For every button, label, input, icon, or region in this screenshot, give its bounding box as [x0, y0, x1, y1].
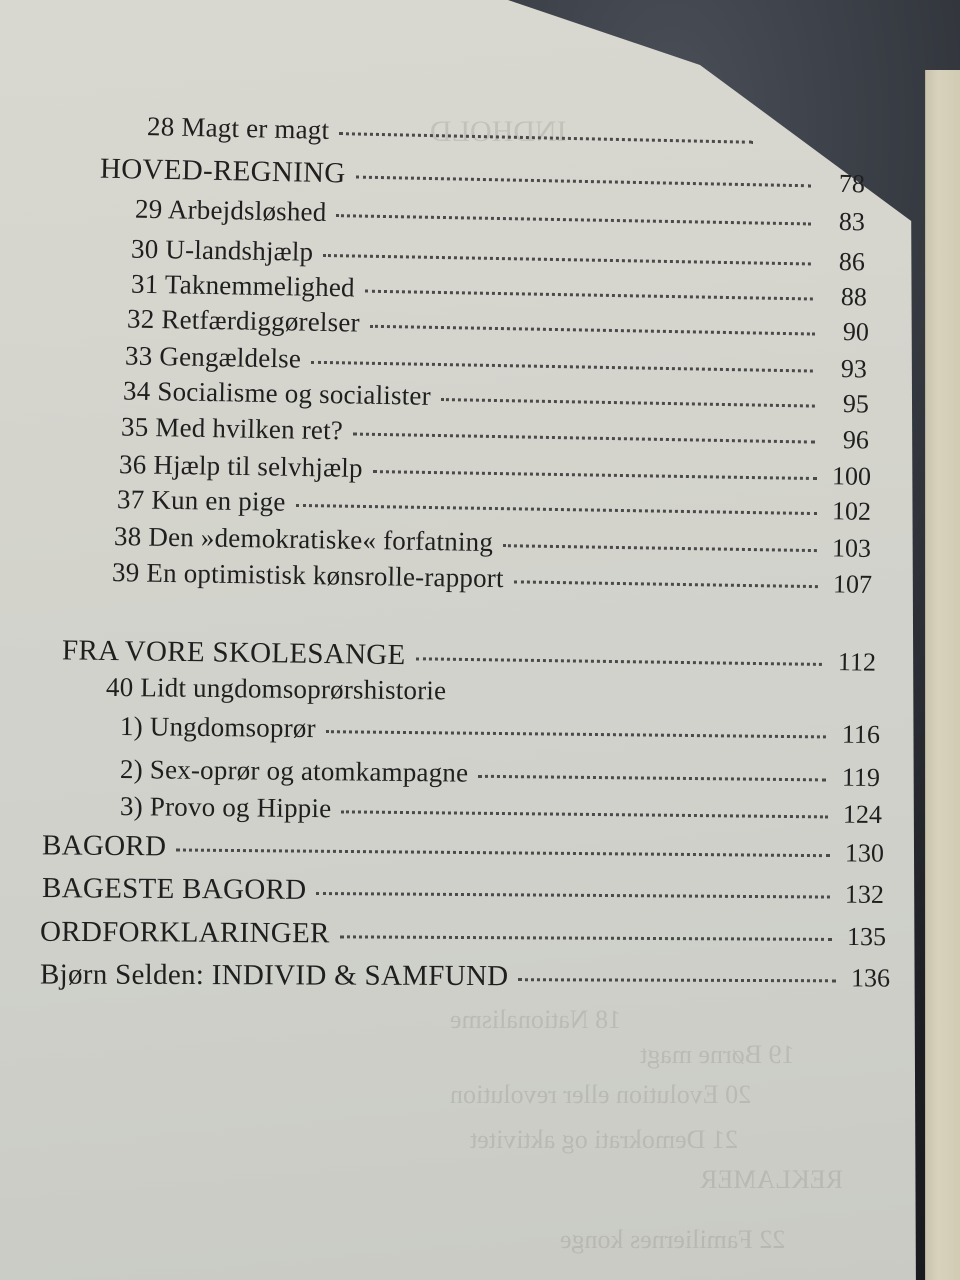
toc-section-title: FRA VORE SKOLESANGE: [61, 634, 406, 672]
toc-entry-title: 1) Ungdomsoprør: [119, 711, 316, 744]
toc-entry[interactable]: [117, 484, 871, 527]
toc-entry-page: 107: [832, 569, 873, 599]
toc-entry-title: 34 Socialisme og socialister: [122, 375, 432, 411]
toc-entry-title: 36 Hjælp til selvhjælp: [118, 449, 363, 483]
toc-entry-title: 38 Den »demokratiske« forfatning: [113, 521, 494, 558]
dot-leader: [514, 580, 818, 588]
toc-entry-page: 119: [841, 762, 881, 792]
toc-entry-page: 132: [844, 879, 885, 909]
dot-leader: [441, 398, 815, 408]
dot-leader: [316, 892, 830, 899]
toc-entry[interactable]: [112, 557, 872, 600]
toc-entry-title: 2) Sex-oprør og atomkampagne: [119, 754, 469, 788]
dot-leader: [373, 470, 817, 480]
toc-entry[interactable]: [114, 521, 871, 564]
dot-leader: [340, 935, 832, 941]
toc-entry-page: 103: [831, 533, 872, 563]
toc-entry-page: 88: [840, 281, 868, 312]
dot-leader: [370, 325, 815, 336]
toc-entry-title: 28 Magt er magt: [146, 111, 330, 145]
dot-leader: [478, 775, 826, 782]
toc-section-title: BAGORD: [41, 829, 167, 863]
toc-entry-page: 90: [842, 317, 870, 347]
toc-entry-title: 35 Med hvilken ret?: [120, 411, 344, 446]
toc-entry-page: 96: [842, 425, 870, 455]
toc-entry-page: 95: [842, 389, 870, 419]
toc-entry[interactable]: [135, 194, 865, 238]
toc-section[interactable]: [40, 959, 890, 995]
dot-leader: [341, 810, 828, 818]
toc-entry-page: [763, 148, 807, 149]
toc-entry-page: 78: [838, 168, 866, 199]
toc-entry-title: 32 Retfærdiggørelser: [126, 303, 360, 338]
toc-section-title: HOVED-REGNING: [99, 152, 346, 190]
dot-leader: [176, 848, 830, 857]
toc-entry-page: 136: [850, 963, 891, 993]
toc-entry-title: 37 Kun en pige: [116, 484, 286, 517]
dot-leader: [323, 254, 811, 266]
toc-entry-page: 135: [846, 922, 887, 952]
toc-entry-title: 33 Gengældelse: [124, 340, 302, 374]
toc-entry-title: 30 U-landshjælp: [130, 233, 314, 267]
toc-entry-page: 93: [840, 354, 868, 384]
toc-entry-page: 86: [838, 246, 866, 277]
toc-section[interactable]: [42, 829, 884, 869]
toc-entry-page: 116: [841, 719, 881, 749]
toc-entry-title: 3) Provo og Hippie: [119, 791, 332, 824]
dot-leader: [355, 176, 810, 188]
dot-leader: [339, 132, 753, 144]
toc-entry[interactable]: [121, 411, 869, 455]
toc-entry-title: 31 Taknemmelighed: [130, 268, 356, 303]
toc-section-title: Bjørn Selden: INDIVID & SAMFUND: [39, 958, 509, 993]
toc-subentry[interactable]: [120, 791, 882, 830]
toc-entry-page: 124: [842, 799, 883, 829]
toc-section[interactable]: [100, 153, 865, 201]
toc-section[interactable]: [40, 916, 886, 953]
dot-leader: [353, 433, 815, 444]
dot-leader: [503, 544, 817, 552]
toc-subentry[interactable]: [120, 711, 880, 750]
dot-leader: [336, 214, 811, 225]
toc-entry[interactable]: [106, 672, 706, 709]
toc-subentry[interactable]: [120, 754, 880, 793]
toc-entry-page: 102: [831, 496, 872, 526]
toc-entry-title: 40 Lidt ungdomsoprørshistorie: [105, 671, 447, 706]
dot-leader: [365, 290, 813, 301]
dot-leader: [311, 361, 813, 373]
dot-leader: [326, 730, 826, 738]
toc-entry[interactable]: [147, 111, 808, 156]
dot-leader: [295, 504, 816, 515]
toc-section-title: ORDFORKLARINGER: [39, 915, 330, 950]
toc-entry-page: 83: [838, 206, 866, 237]
toc-entry-title: 29 Arbejdsløshed: [134, 193, 327, 227]
dot-leader: [518, 978, 836, 982]
toc-entry-page: 100: [831, 461, 872, 491]
toc-entry-page: 130: [844, 838, 885, 868]
toc-section-title: BAGESTE BAGORD: [41, 872, 307, 906]
toc-entry-page: 112: [837, 647, 877, 677]
dot-leader: [416, 657, 822, 666]
toc-entry-title: 39 En optimistisk kønsrolle-rapport: [111, 557, 504, 594]
toc-section[interactable]: [42, 872, 884, 911]
